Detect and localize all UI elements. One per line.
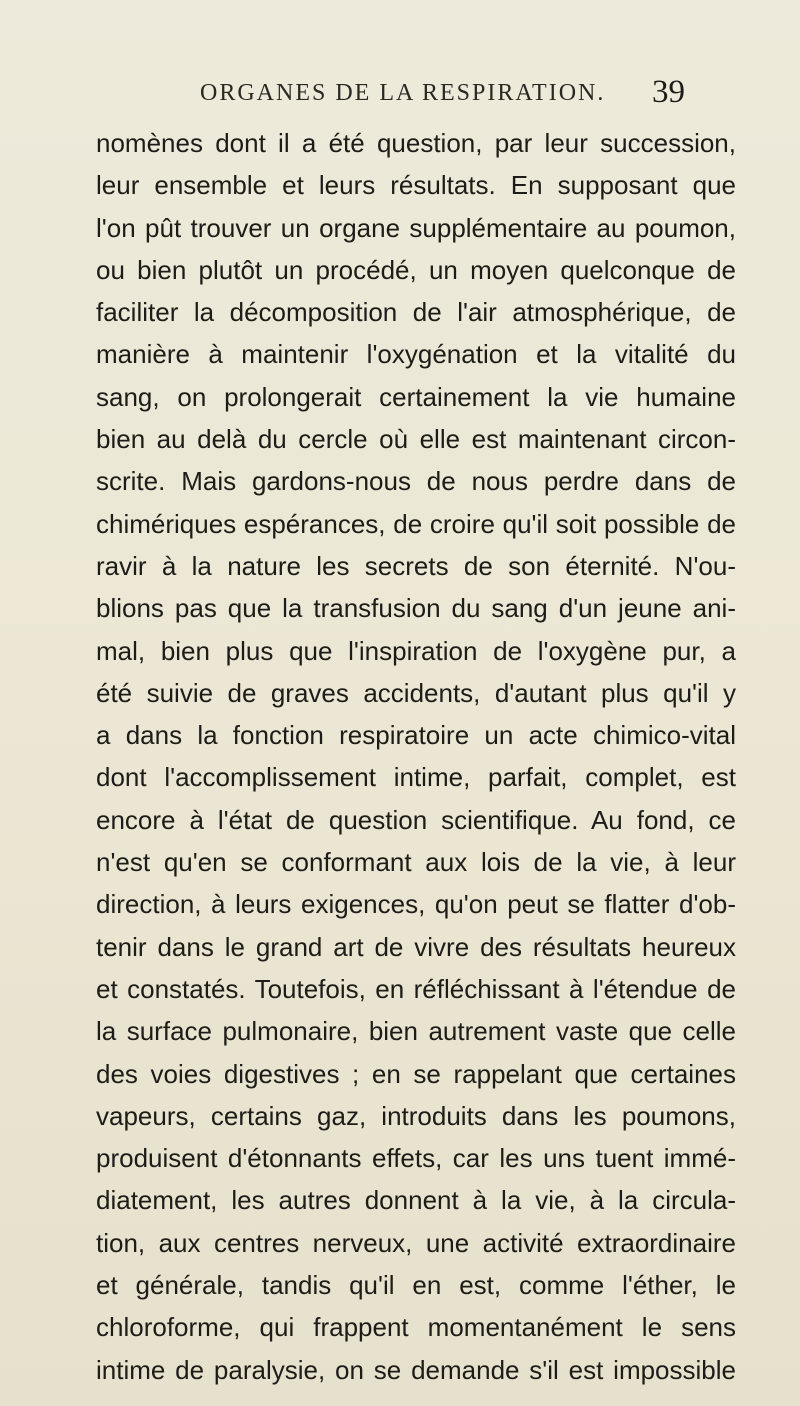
text-line: dont l'accomplissement intime, parfait, complet, est: [96, 762, 736, 793]
text-line: sang, on prolongerait certainement la vie humaine: [96, 381, 736, 412]
page-number: 39: [652, 74, 685, 110]
text-line: mal, bien plus que l'inspiration de l'oxygène pur, a: [96, 635, 736, 666]
text-line: vapeurs, certains gaz, introduits dans les poumons,: [96, 1100, 736, 1131]
text-line: et constatés. Toutefois, en réfléchissant à l'étendue de: [96, 973, 736, 1004]
text-line: a dans la fonction respiratoire un acte chimico-vital: [96, 720, 736, 751]
text-line: direction, à leurs exigences, qu'on peut se flatter d'ob-: [96, 889, 736, 920]
text-line: chloroforme, qui frappent momentanément le sens: [96, 1312, 736, 1343]
text-line: diatement, les autres donnent à la vie, à la circula-: [96, 1185, 736, 1216]
text-line: leur ensemble et leurs résultats. En supposant que: [96, 170, 736, 201]
text-line: ou bien plutôt un procédé, un moyen quelconque de: [96, 254, 736, 285]
body-text: [96, 122, 736, 1391]
text-line: l'on pût trouver un organe supplémentaire au poumon,: [96, 212, 736, 243]
text-line: scrite. Mais gardons-nous de nous perdre dans de: [96, 466, 736, 497]
text-line: encore à l'état de question scientifique. Au fond, ce: [96, 804, 736, 835]
text-line: blions pas que la transfusion du sang d'un jeune ani-: [96, 593, 736, 624]
text-line: intime de paralysie, on se demande s'il est impossible: [96, 1354, 736, 1385]
text-line: la surface pulmonaire, bien autrement vaste que celle: [96, 1016, 736, 1047]
text-line: ravir à la nature les secrets de son éternité. N'ou-: [96, 550, 736, 581]
text-line: chimériques espérances, de croire qu'il soit possible de: [96, 508, 736, 539]
text-line: été suivie de graves accidents, d'autant plus qu'il y: [96, 677, 736, 708]
text-line: tion, aux centres nerveux, une activité extraordinaire: [96, 1227, 736, 1258]
text-line: tenir dans le grand art de vivre des résultats heureux: [96, 931, 736, 962]
text-line: faciliter la décomposition de l'air atmosphérique, de: [96, 297, 736, 328]
text-line: produisent d'étonnants effets, car les uns tuent immé-: [96, 1143, 736, 1174]
text-line: nomènes dont il a été question, par leur succession,: [96, 128, 736, 158]
text-line: manière à maintenir l'oxygénation et la vitalité du: [96, 339, 736, 370]
running-title: ORGANES DE LA RESPIRATION.: [200, 80, 606, 106]
text-line: bien au delà du cercle où elle est maintenant circon-: [96, 424, 736, 455]
text-line: et générale, tandis qu'il en est, comme l'éther, le: [96, 1270, 736, 1301]
running-head: [0, 74, 800, 118]
text-line: des voies digestives ; en se rappelant que certaines: [96, 1058, 736, 1089]
text-line: n'est qu'en se conformant aux lois de la vie, à leur: [96, 847, 736, 878]
